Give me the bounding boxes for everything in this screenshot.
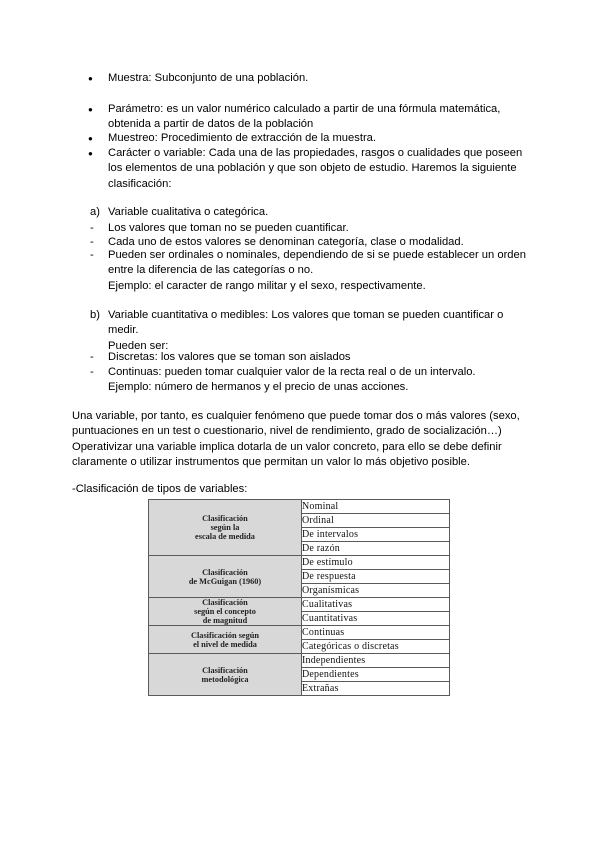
table-cell: De respuesta: [302, 570, 450, 584]
table-cell: De intervalos: [302, 528, 450, 542]
table-cell: De estímulo: [302, 556, 450, 570]
dash-marker: -: [90, 366, 94, 378]
label-line: escala de medida: [195, 532, 255, 541]
dash-marker: -: [90, 351, 94, 363]
label-line: según la: [210, 523, 240, 532]
label-line: de McGuigan (1960): [188, 576, 262, 586]
label-line: Clasificación: [202, 665, 248, 675]
table-cell: Cualitativas: [302, 598, 450, 612]
table-cell: Organísmicas: [302, 584, 450, 598]
bullet-line: los elementos de una población y que son objeto de estudio. Haremos la siguiente: [108, 162, 517, 175]
item-line: entre la diferencia de las categorías o no.: [108, 264, 314, 277]
table-cell: Dependientes: [302, 668, 450, 682]
section-a-marker: a): [90, 206, 100, 218]
table-cell: Independientes: [302, 654, 450, 668]
group-label-magnitud: [149, 598, 302, 626]
section-a-heading: Variable cualitativa o categórica.: [108, 206, 269, 218]
section-b-item: [108, 365, 528, 396]
item-line: Continuas: pueden tomar cualquier valor de la recta real o de un intervalo.: [108, 366, 476, 378]
paragraph-line: Una variable, por tanto, es cualquier fenómeno que puede tomar dos o más valores (sexo,: [72, 410, 520, 422]
label-line: Clasificación según: [191, 630, 259, 640]
group-label-metodologica: [149, 654, 302, 696]
table-cell: Cuantitativas: [302, 612, 450, 626]
dash-marker: -: [90, 236, 94, 248]
heading-line: medir.: [108, 324, 139, 337]
bullet-line: clasificación:: [108, 177, 172, 190]
table-cell: Extrañas: [302, 682, 450, 696]
section-b-item: [108, 350, 528, 365]
paragraph-line: puntuaciones en un test o cuestionario, nivel de rendimiento, grado de socialización…): [72, 425, 502, 438]
label-line: de magnitud: [202, 616, 248, 625]
item-line: Pueden ser ordinales o nominales, dependiendo de si se puede establecer un orden: [108, 249, 526, 261]
label-line: el nivel de medida: [193, 639, 257, 649]
table-cell: Nominal: [302, 500, 450, 514]
heading-line: Variable cuantitativa o medibles: Los valores que toman se pueden cuantificar o: [108, 309, 504, 321]
group-label-mcguigan: [149, 556, 302, 598]
table-cell: Categóricas o discretas: [302, 640, 450, 654]
paragraph-line: Operativizar una variable implica dotarla de un valor concreto, para ello se debe definir: [72, 440, 502, 453]
label-line: metodológica: [201, 674, 249, 684]
table-caption: -Clasificación de tipos de variables:: [72, 483, 248, 495]
group-label-nivel: [149, 626, 302, 654]
table-cell: Ordinal: [302, 514, 450, 528]
bullet-muestra: [108, 71, 528, 86]
paragraph-line: claramente o utilizar instrumentos que permitan un valor lo más objetivo posible.: [72, 456, 470, 469]
bullet-caracter: [108, 146, 528, 192]
bullet-line: ● Muestra: Subconjunto de una población.: [108, 72, 309, 84]
label-line: Clasificación: [202, 598, 248, 607]
item-line: Los valores que toman no se pueden cuantificar.: [108, 222, 349, 234]
bullet-line: ● Muestreo: Procedimiento de extracción de la muestra.: [108, 132, 377, 144]
item-line: Ejemplo: el caracter de rango militar y el sexo, respectivamente.: [108, 279, 426, 292]
bullet-line: ● Carácter o variable: Cada una de las propiedades, rasgos o cualidades que poseen: [108, 147, 523, 159]
section-a-item: [108, 248, 528, 294]
item-line: Ejemplo: número de hermanos y el precio de unas acciones.: [108, 381, 409, 394]
section-b-heading: [108, 308, 528, 354]
bullet-muestreo: [108, 131, 528, 146]
classification-table: [148, 499, 450, 696]
dash-marker: -: [90, 249, 94, 261]
item-line: Cada uno de estos valores se denominan categoría, clase o modalidad.: [108, 236, 464, 248]
label-line: Clasificación: [202, 567, 248, 577]
bullet-line: ● Parámetro: es un valor numérico calculado a partir de una fórmula matemática,: [108, 103, 501, 115]
bullet-line: obtenida a partir de datos de la población: [108, 118, 314, 131]
heading-line: Pueden ser:: [108, 339, 169, 352]
section-b-marker: b): [90, 309, 100, 321]
table-cell: De razón: [302, 542, 450, 556]
label-line: Clasificación: [202, 514, 248, 523]
item-line: Discretas: los valores que se toman son aislados: [108, 351, 351, 363]
table-cell: Continuas: [302, 626, 450, 640]
bullet-parametro: [108, 102, 528, 133]
label-line: según el concepto: [194, 607, 256, 616]
group-label-escala: [149, 500, 302, 556]
dash-marker: -: [90, 222, 94, 234]
body-paragraph: [72, 409, 532, 471]
